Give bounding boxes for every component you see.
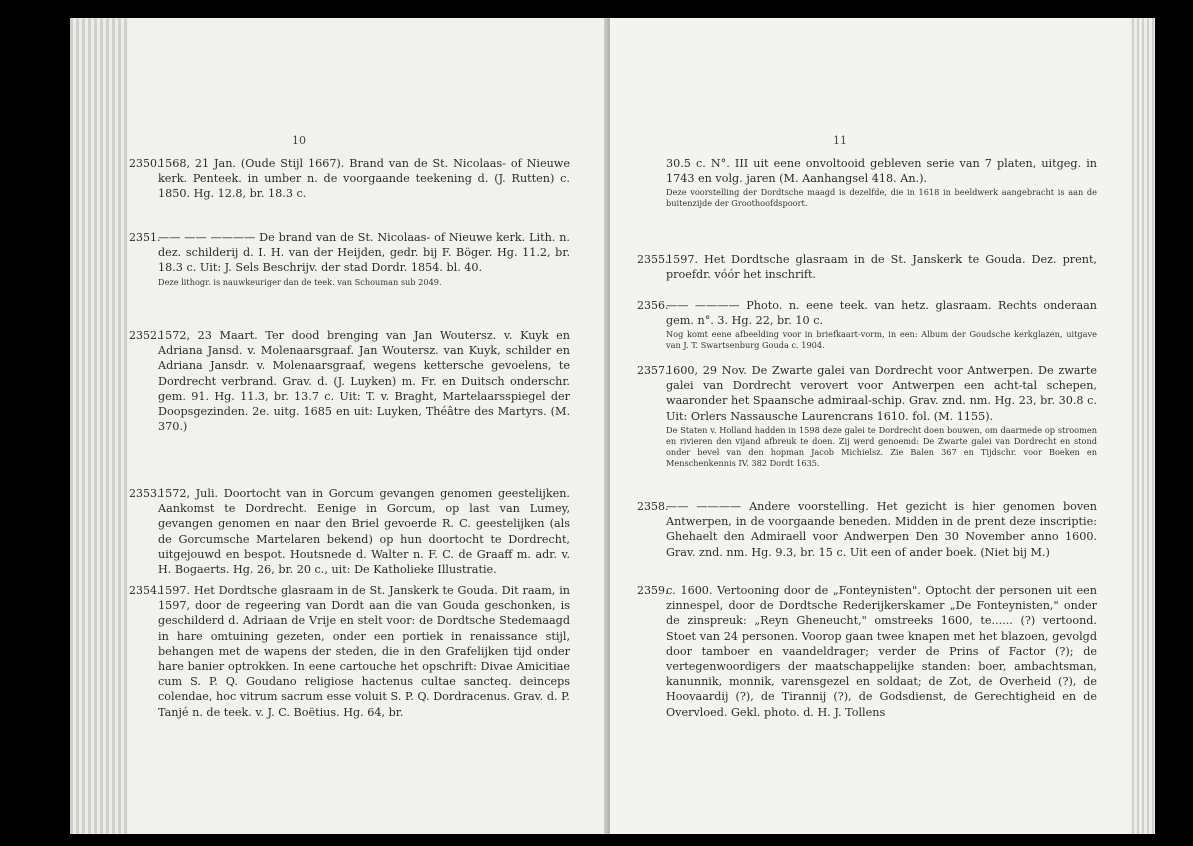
book-spread <box>70 18 1155 834</box>
catalog-entry <box>129 328 570 434</box>
entry-number: 2350. <box>129 157 161 170</box>
entry-number: 2359. <box>637 584 669 597</box>
catalog-entry <box>637 583 1097 720</box>
entry-number: 2354. <box>129 584 161 597</box>
catalog-entry <box>129 230 570 288</box>
page-edges <box>70 18 128 834</box>
entry-text: —— ———— Photo. n. eene teek. van hetz. glasraam. Rechts onderaan gem. n°. 3. Hg. 22, br. 10 c. <box>666 299 1097 328</box>
page-number: 10 <box>292 134 306 147</box>
entry-text: 1568, 21 Jan. (Oude Stijl 1667). Brand van de St. Nicolaas- of Nieuwe kerk. Penteek. in umber n. de voorgaande teekening d. (J. Rutten) c. 1850. Hg. 12.8, br. 18.3 c. <box>158 157 570 201</box>
entry-text: 1600, 29 Nov. De Zwarte galei van Dordrecht voor Antwerpen. De zwarte galei van Dordrecht verovert voor Antwerpen een acht-tal schepen, waaronder het Spaansche admiraal-schip. Grav. znd. nm. Hg. 23, br. 30.8 c. Uit: Orlers Nassausche Laurencrans 1610. fol. (M. 1155). <box>666 364 1097 423</box>
page-number: 11 <box>833 134 847 147</box>
catalog-entry <box>129 486 570 577</box>
entry-text: 1597. Het Dordtsche glasraam in de St. Janskerk te Gouda. Dit raam, in 1597, door de regeering van Dordt aan die van Gouda geschonken, is geschilderd d. Adriaan de Vrije en stelt voor: de Dordtsche Stedemaagd in hare omtuining gezeten, onder een portiek in renaissance stijl, behangen met de wapens der steden, die in den Grafelijken tijd onder hare banier optrokken. In eene cartouche het opschrift: Divae Amicitiae cum S. P. Q. Goudano religiose hactenus cultae sancteq. deinceps colendae, hoc vitrum sacrum esse voluit S. P. Q. Dordracenus. Grav. d. P. Tanjé n. de teek. v. J. C. Boëtius. Hg. 64, br. <box>158 584 570 719</box>
catalog-entry <box>666 156 1097 209</box>
left-page <box>70 18 610 834</box>
catalog-entry <box>637 499 1097 560</box>
entry-number: 2358. <box>637 500 669 513</box>
entry-text: 1572, Juli. Doortocht van in Gorcum gevangen genomen geestelijken. Aankomst te Dordrecht. Eenige in Gorcum, op last van Lumey, gevangen genomen en naar den Briel gevoerde R. C. geestelijken (als de Gorcumsche Martelaren bekend) op hun doortocht te Dordrecht, uitgejouwd en bespot. Houtsnede d. Walter n. F. C. de Graaff m. adr. v. H. Bogaerts. Hg. 26, br. 20 c., uit: De Katholieke Illustratie. <box>158 487 570 577</box>
entry-number: 2357. <box>637 364 669 377</box>
entry-number: 2352. <box>129 329 161 342</box>
catalog-entry <box>637 298 1097 351</box>
entry-text: c. 1600. Vertooning door de „Fonteynisten". Optocht der personen uit een zinnespel, door de Dordtsche Rederijkerskamer „De Fonteynisten," onder de zinspreuk: „Reyn Gheneucht," omstreeks 1600, te...... (?) vertoond. Stoet van 24 personen. Voorop gaan twee knapen met het blazoen, gevolgd door tamboer en vaandeldrager; verder de Prins of Factor (?); de vertegenwoordigers der maatschappelijke standen: boer, ambachtsman, kanunnik, monnik, varensgezel en soldaat; de Zot, de Overheid (?), de Hoovaardij (?), de Tirannij (?), de Godsdienst, de Gerechtigheid en de Overvloed. Gekl. photo. d. H. J. Tollens <box>666 584 1097 719</box>
right-page <box>610 18 1155 834</box>
entry-note: Deze voorstelling der Dordtsche maagd is dezelfde, die in 1618 in beeldwerk aangebracht is aan de buitenzijde der Groothoofdspoort. <box>666 187 1097 209</box>
entry-note: Nog komt eene afbeelding voor in briefkaart-vorm, in een: Album der Goudsche kerkglazen, uitgave van J. T. Swartsenburg Gouda c. 1904. <box>666 329 1097 351</box>
entry-text: —— —— ———— De brand van de St. Nicolaas- of Nieuwe kerk. Lith. n. dez. schilderij d. I. H. van der Heijden, gedr. bij F. Böger. Hg. 11.2, br. 18.3 c. Uit: J. Sels Beschrijv. der stad Dordr. 1854. bl. 40. <box>158 231 570 275</box>
entry-number: 2355. <box>637 253 669 266</box>
entry-note: Deze lithogr. is nauwkeuriger dan de teek. van Schouman sub 2049. <box>158 276 442 287</box>
entry-note: De Staten v. Holland hadden in 1598 deze galei te Dordrecht doen bouwen, om daarmede op stroomen en rivieren den vijand afbreuk te doen. Zij werd genoemd: De Zwarte galei van Dordrecht en stond onder bevel van den hopman Jacob Michielsz. Zie Balen 367 en Tijdschr. voor Boeken en Menschenkennis IV. 382 Dordt 1635. <box>666 424 1097 468</box>
catalog-entry <box>129 583 570 720</box>
entry-text: 1572, 23 Maart. Ter dood brenging van Jan Woutersz. v. Kuyk en Adriana Jansd. v. Molenaarsgraaf. Jan Woutersz. van Kuyk, schilder en Adriana Jansdr. v. Molenaarsgraaf, wegens kettersche gevoelens, te Dordrecht verbrand. Grav. d. (J. Luyken) m. Fr. en Duitsch onderschr. gem. 91. Hg. 11.3, br. 13.7 c. Uit: T. v. Braght, Martelaarsspiegel der Doopsgezinden. 2e. uitg. 1685 en uit: Luyken, Théâtre des Martyrs. (M. 370.) <box>158 329 570 434</box>
catalog-entry <box>129 156 570 202</box>
entry-number: 2353. <box>129 487 161 500</box>
entry-number: 2351. <box>129 231 161 244</box>
entry-text: —— ———— Andere voorstelling. Het gezicht is hier genomen boven Antwerpen, in de voorgaande beneden. Midden in de prent deze inscriptie: Ghehaelt den Admiraell voor Andwerpen Den 30 November anno 1600. Grav. znd. nm. Hg. 9.3, br. 15 c. Uit een of ander boek. (Niet bij M.) <box>666 500 1097 559</box>
entry-text: 30.5 c. N°. III uit eene onvoltooid gebleven serie van 7 platen, uitgeg. in 1743 en volg. jaren (M. Aanhangsel 418. An.). <box>666 157 1097 186</box>
catalog-entry <box>637 252 1097 282</box>
entry-number: 2356. <box>637 299 669 312</box>
page-edges <box>1129 18 1155 834</box>
catalog-entry <box>637 363 1097 469</box>
entry-text: 1597. Het Dordtsche glasraam in de St. Janskerk te Gouda. Dez. prent, proefdr. vóór het inschrift. <box>666 253 1097 282</box>
